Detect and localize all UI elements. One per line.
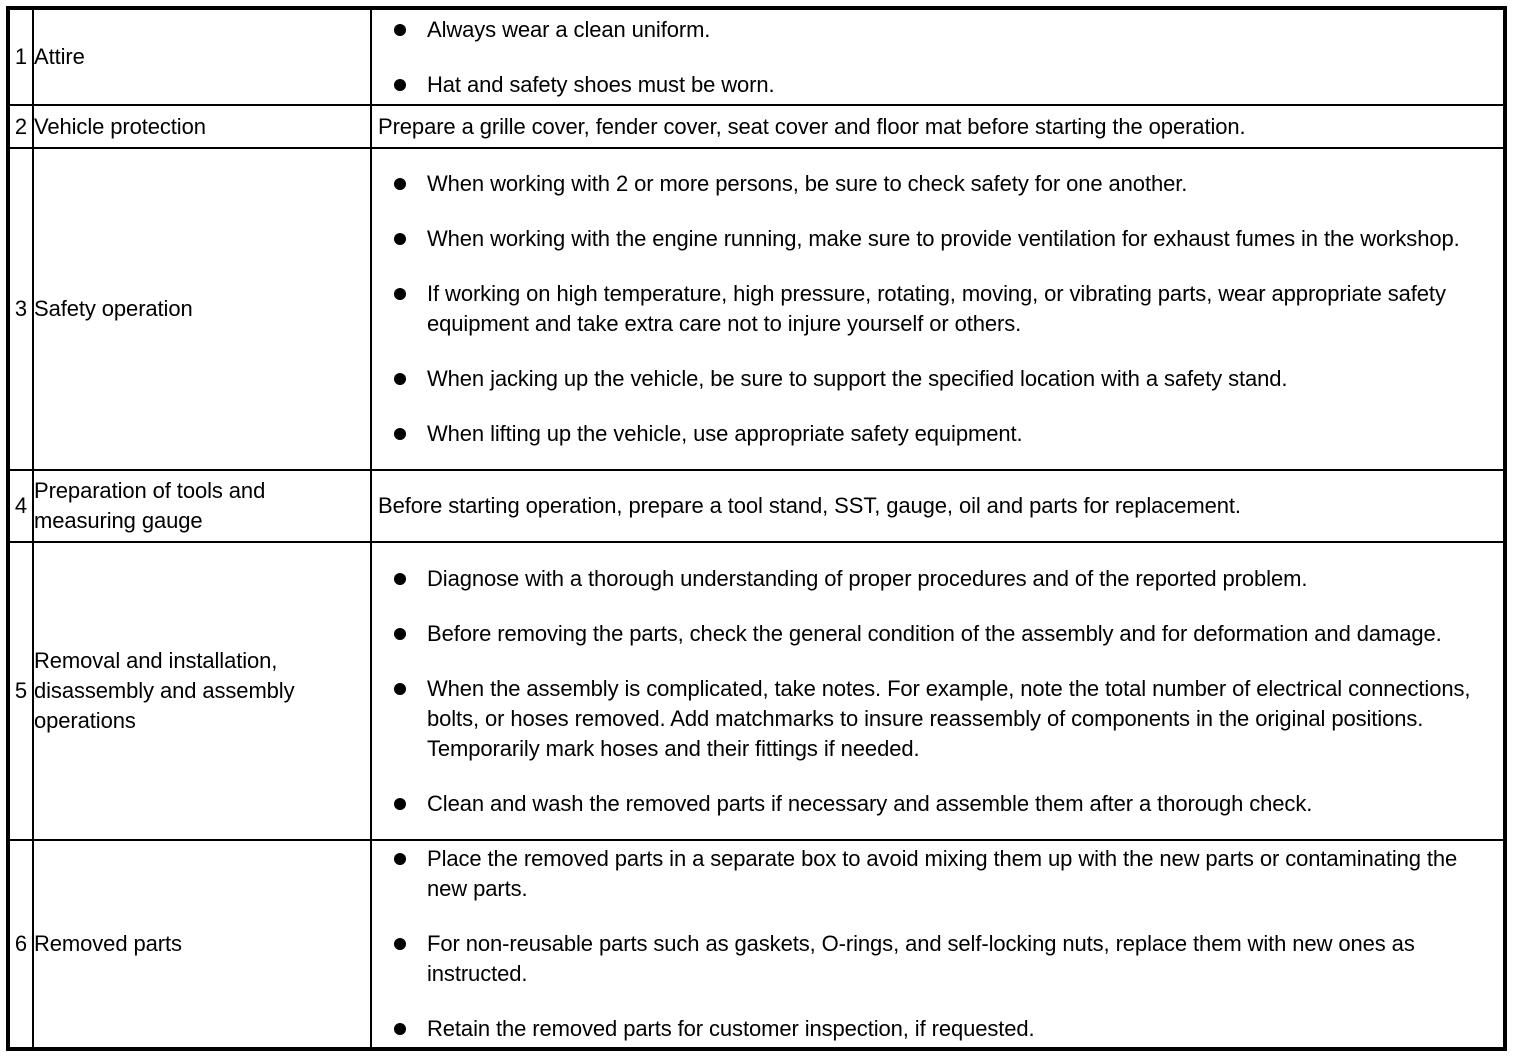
bullet-icon bbox=[394, 233, 406, 245]
list-item bbox=[372, 789, 1503, 819]
row-label: Preparation of tools and measuring gauge bbox=[33, 470, 371, 542]
row-content bbox=[371, 148, 1503, 470]
list-item bbox=[372, 844, 1503, 904]
table-row bbox=[10, 542, 1503, 840]
row-content: Before starting operation, prepare a tool stand, SST, gauge, oil and parts for replacement. bbox=[371, 470, 1503, 542]
row-label: Safety operation bbox=[33, 148, 371, 470]
table-row bbox=[10, 840, 1503, 1047]
list-item-text: When working with the engine running, make sure to provide ventilation for exhaust fumes in the workshop. bbox=[427, 226, 1460, 251]
bullet-icon bbox=[394, 24, 406, 36]
list-item-text: When working with 2 or more persons, be sure to check safety for one another. bbox=[427, 171, 1188, 196]
row-content bbox=[371, 10, 1503, 105]
bullet-icon bbox=[394, 79, 406, 91]
list-item-text: Before removing the parts, check the general condition of the assembly and for deformation and damage. bbox=[427, 620, 1442, 646]
bullet-icon bbox=[394, 373, 406, 385]
row-number: 6 bbox=[10, 840, 33, 1047]
list-item-text: Diagnose with a thorough understanding of proper procedures and of the reported problem. bbox=[427, 565, 1308, 591]
row-label: Vehicle protection bbox=[33, 105, 371, 148]
table-row bbox=[10, 148, 1503, 470]
table-row bbox=[10, 105, 1503, 148]
bullet-icon bbox=[394, 853, 406, 865]
list-item bbox=[372, 674, 1503, 764]
bullet-icon bbox=[394, 798, 406, 810]
bullet-list bbox=[372, 844, 1503, 1044]
bullet-icon bbox=[394, 938, 406, 950]
list-item-text: When the assembly is complicated, take notes. For example, note the total number of electrical connections, bolts, or hoses removed. Add matchmarks to insure reassembly of components in the original positions. Temporarily mark hoses and their fittings if needed. bbox=[427, 675, 1471, 761]
bullet-list bbox=[372, 15, 1503, 100]
table-row bbox=[10, 10, 1503, 105]
bullet-icon bbox=[394, 428, 406, 440]
bullet-icon bbox=[394, 628, 406, 640]
row-label: Removed parts bbox=[33, 840, 371, 1047]
row-number: 4 bbox=[10, 470, 33, 542]
list-item bbox=[372, 929, 1503, 989]
list-item bbox=[372, 169, 1503, 199]
work-precautions-table bbox=[6, 6, 1507, 1051]
list-item bbox=[372, 15, 1503, 45]
bullet-icon bbox=[394, 178, 406, 190]
row-label: Removal and installation, disassembly and assembly operations bbox=[33, 542, 371, 840]
row-content: Prepare a grille cover, fender cover, seat cover and floor mat before starting the operation. bbox=[371, 105, 1503, 148]
list-item-text: If working on high temperature, high pressure, rotating, moving, or vibrating parts, wear appropriate safety equipment and take extra care not to injure yourself or others. bbox=[427, 281, 1446, 336]
row-number: 1 bbox=[10, 10, 33, 105]
list-item bbox=[372, 224, 1503, 254]
row-number: 3 bbox=[10, 148, 33, 470]
list-item bbox=[372, 564, 1503, 594]
list-item bbox=[372, 70, 1503, 100]
list-item-text: Clean and wash the removed parts if necessary and assemble them after a thorough check. bbox=[427, 790, 1313, 816]
list-item-text: When lifting up the vehicle, use appropriate safety equipment. bbox=[427, 421, 1023, 446]
bullet-icon bbox=[394, 288, 406, 300]
row-number: 2 bbox=[10, 105, 33, 148]
list-item-text: Retain the removed parts for customer inspection, if requested. bbox=[427, 1016, 1035, 1041]
row-content bbox=[371, 840, 1503, 1047]
table-row bbox=[10, 470, 1503, 542]
list-item bbox=[372, 619, 1503, 649]
bullet-list bbox=[372, 169, 1503, 449]
list-item bbox=[372, 419, 1503, 449]
row-label: Attire bbox=[33, 10, 371, 105]
bullet-icon bbox=[394, 573, 406, 585]
list-item-text: Hat and safety shoes must be worn. bbox=[427, 71, 775, 97]
list-item-text: For non-reusable parts such as gaskets, O-rings, and self-locking nuts, replace them with new ones as instructed. bbox=[427, 931, 1415, 986]
row-content bbox=[371, 542, 1503, 840]
bullet-icon bbox=[394, 683, 406, 695]
list-item-text: When jacking up the vehicle, be sure to support the specified location with a safety stand. bbox=[427, 366, 1288, 391]
list-item bbox=[372, 279, 1503, 339]
bullet-list bbox=[372, 564, 1503, 819]
row-number: 5 bbox=[10, 542, 33, 840]
list-item-text: Place the removed parts in a separate box to avoid mixing them up with the new parts or contaminating the new parts. bbox=[427, 846, 1458, 901]
precautions-table bbox=[10, 10, 1503, 1047]
bullet-icon bbox=[394, 1023, 406, 1035]
list-item bbox=[372, 364, 1503, 394]
list-item-text: Always wear a clean uniform. bbox=[427, 16, 711, 42]
list-item bbox=[372, 1014, 1503, 1044]
